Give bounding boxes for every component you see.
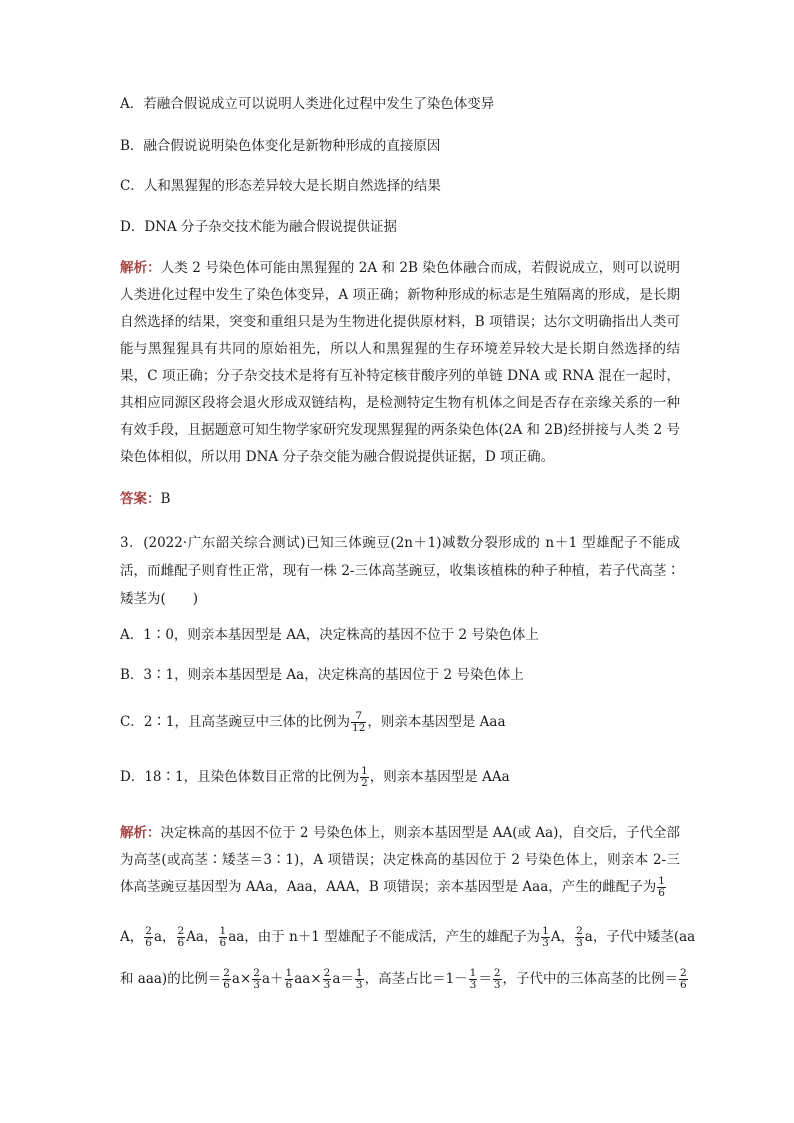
gamete-a: A， — [120, 929, 144, 945]
q3-analysis — [120, 820, 680, 901]
fraction-2-6: $\frac{2}{6}$ — [145, 925, 152, 949]
q3-option-d — [120, 762, 510, 792]
q2-analysis — [120, 255, 680, 471]
ratio-text-6: ，高茎占比＝1－ — [364, 971, 468, 987]
q2-option-c: C．人和黑猩猩的形态差异较大是长期自然选择的结果 — [120, 178, 441, 194]
analysis-label: 解析： — [120, 260, 161, 276]
fraction-1-3: $\frac{1}{3}$ — [542, 925, 549, 949]
ratio-text-3: a＋ — [261, 971, 284, 987]
fraction-1-3: $\frac{1}{3}$ — [469, 967, 477, 991]
fraction-2-3: $\frac{2}{3}$ — [323, 967, 331, 991]
answer-label: 答案： — [120, 491, 161, 507]
fraction-2-3: $\frac{2}{3}$ — [253, 967, 260, 991]
q3-stem: 3．(2022·广东韶关综合测试)已知三体豌豆(2n＋1)减数分裂形成的 n＋1 型雄配子不能成活，而雌配子则育性正常，现有一株 2-三体高茎豌豆，收集该植株的种子种植，若子代高茎∶矮茎为( ) — [120, 535, 680, 607]
gamete-small-a: a， — [153, 929, 176, 945]
fraction-1-3: $\frac{1}{3}$ — [355, 967, 363, 991]
male-gamete-text: a，子代中矮茎(aa — [584, 929, 696, 945]
option-c-tail: ，则亲本基因型是 Aaa — [367, 714, 506, 730]
fraction-2-6: $\frac{2}{6}$ — [177, 925, 185, 949]
ratio-text-8: ，子代中的三体高茎的比例＝ — [502, 971, 679, 987]
option-d-text: D．18∶1，且染色体数目正常的比例为 — [120, 769, 360, 785]
fraction-2-6: $\frac{2}{6}$ — [223, 967, 230, 991]
q2-option-a: A．若融合假说成立可以说明人类进化过程中发生了染色体变异 — [120, 96, 495, 112]
fraction-1-6: $\frac{1}{6}$ — [658, 875, 665, 899]
ratio-text-2: a× — [231, 971, 252, 987]
ratio-text-5: a＝ — [332, 971, 354, 987]
fraction-2-3: $\frac{2}{3}$ — [493, 967, 501, 991]
answer-value: B — [160, 491, 171, 507]
q2-answer — [120, 489, 170, 509]
q3-analysis-text: 决定株高的基因不位于 2 号染色体上，则亲本基因型是 AA(或 Aa)，自交后，子代全部为高茎(或高茎∶矮茎＝3∶1)，A 项错误；决定株高的基因位于 2 号染色体上，则亲本 2-三体高茎豌豆基因型为 AAa，Aaa，AAA，B 项错误；亲本基因型是 Aaa，产生的雌配子为 — [120, 825, 680, 895]
fraction-1-2: $\frac{1}{2}$ — [361, 765, 368, 789]
male-gamete-a: A， — [550, 929, 575, 945]
option-c-text: C．2∶1，且高茎豌豆中三体的比例为 — [120, 714, 351, 730]
q3-option-b: B．3∶1，则亲本基因型是 Aa，决定株高的基因位于 2 号染色体上 — [120, 667, 524, 683]
fraction-1-6: $\frac{1}{6}$ — [219, 925, 227, 949]
gamete-aa-text: aa，由于 n＋1 型雄配子不能成活，产生的雄配子为 — [228, 929, 541, 945]
fraction-7-12: $\frac{7}{12}$ — [352, 710, 366, 734]
q2-option-d: D．DNA 分子杂交技术能为融合假说提供证据 — [120, 219, 397, 235]
gamete-big-aa: Aa， — [186, 929, 218, 945]
q3-analysis-line-ratios — [120, 967, 687, 991]
ratio-text-1: 和 aaa)的比例＝ — [120, 971, 222, 987]
analysis-text: 人类 2 号染色体可能由黑猩猩的 2A 和 2B 染色体融合而成，若假说成立，则可以说明人类进化过程中发生了染色体变异，A 项正确；新物种形成的标志是生殖隔离的形成，是长期自然选择的结果，突变和重组只是为生物进化提供原材料，B 项错误；达尔文明确指出人类可能与黑猩猩具有共同的原始祖先，所以人和黑猩猩的生存环境差异较大是长期自然选择的结果，C 项正确；分子杂交技术是将有互补特定核苷酸序列的单链 DNA 或 RNA 混在一起时，其相应同源区段将会退火形成双链结构，是检测特定生物有机体之间是否存在亲缘关系的一种有效手段，且据题意可知生物学家研究发现黑猩猩的两条染色体(2A 和 2B)经拼接与人类 2 号染色体相似，所以用 DNA 分子杂交能为融合假说提供证据，D 项正确。 — [120, 260, 681, 465]
option-d-tail: ，则亲本基因型是 AAa — [369, 769, 510, 785]
ratio-text-7: ＝ — [478, 971, 492, 987]
q2-option-b: B．融合假说说明染色体变化是新物种形成的直接原因 — [120, 138, 441, 154]
q3-analysis-line-gametes — [120, 925, 696, 949]
q3-analysis-label: 解析： — [120, 825, 161, 841]
fraction-2-3: $\frac{2}{3}$ — [576, 925, 583, 949]
ratio-text-4: aa× — [294, 971, 322, 987]
q3-option-a: A．1∶0，则亲本基因型是 AA，决定株高的基因不位于 2 号染色体上 — [120, 627, 539, 643]
q3-option-c — [120, 707, 506, 737]
fraction-1-6: $\frac{1}{6}$ — [285, 967, 293, 991]
fraction-2-6: $\frac{2}{6}$ — [680, 967, 687, 991]
